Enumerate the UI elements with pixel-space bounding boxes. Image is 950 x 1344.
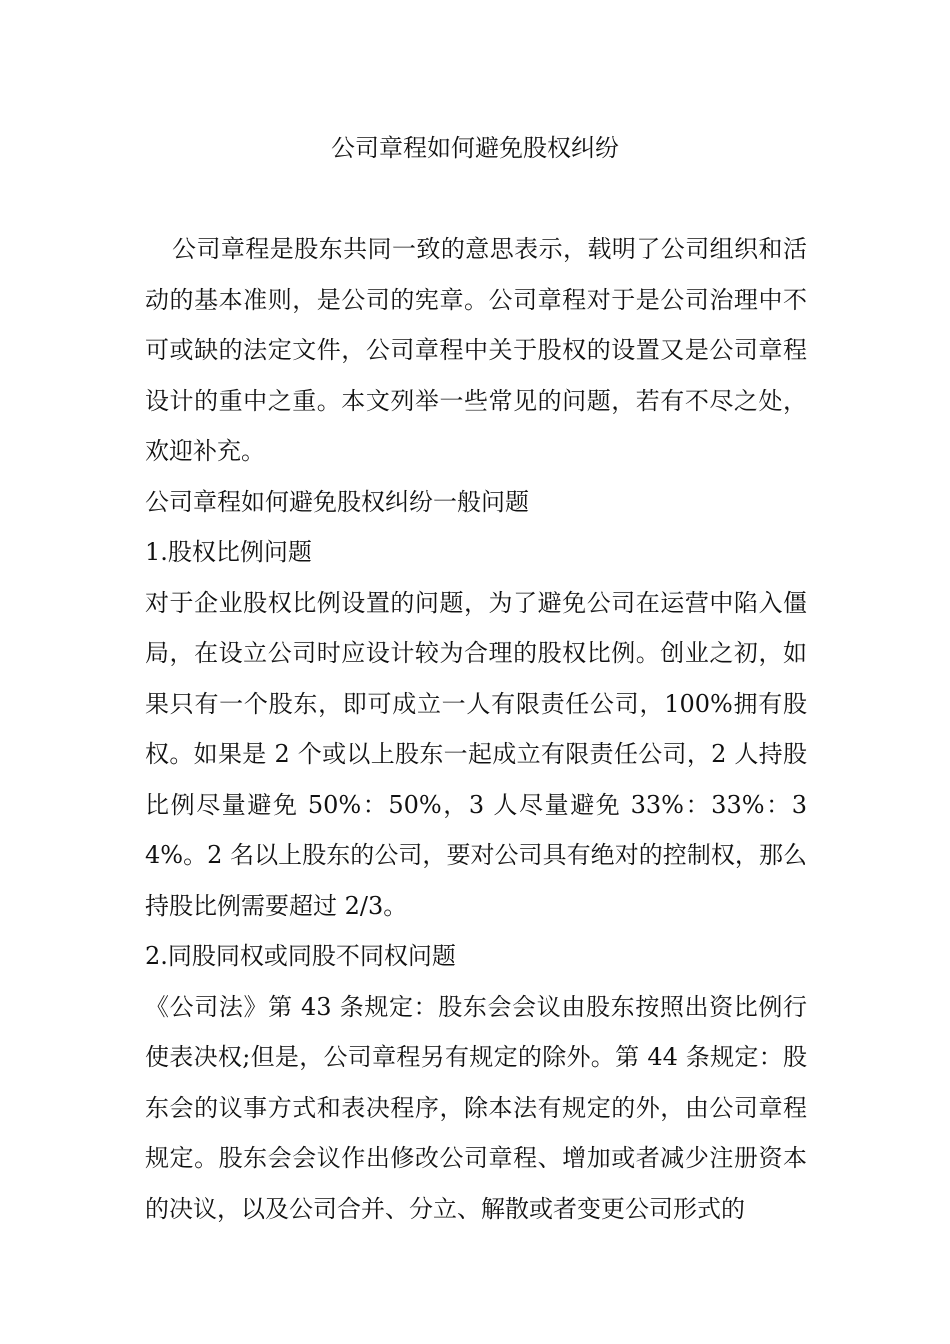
- document-body: [145, 224, 807, 1234]
- document-title: 公司章程如何避免股权纠纷: [331, 134, 619, 162]
- equity-ratio-paragraph: 对于企业股权比例设置的问题，为了避免公司在运营中陷入僵局，在设立公司时应设计较为合理的股权比例。创业之初，如果只有一个股东，即可成立一人有限责任公司，100%拥有股权。如果是 2 个或以上股东一起成立有限责任公司，2 人持股比例尽量避免 50%：50%，3 人尽量避免 33%：33%：34%。2 名以上股东的公司，要对公司具有绝对的控制权，那么持股比例需要超过 2/3。: [145, 588, 807, 920]
- intro-paragraph: 公司章程是股东共同一致的意思表示，载明了公司组织和活动的基本准则，是公司的宪章。公司章程对于是公司治理中不可或缺的法定文件，公司章程中关于股权的设置又是公司章程设计的重中之重。本文列举一些常见的问题，若有不尽之处，欢迎补充。: [145, 235, 807, 465]
- voting-rights-paragraph: 《公司法》第 43 条规定：股东会会议由股东按照出资比例行使表决权;但是，公司章程另有规定的除外。第 44 条规定：股东会的议事方式和表决程序，除本法有规定的外，由公司章程规定。股东会会议作出修改公司章程、增加或者减少注册资本的决议，以及公司合并、分立、解散或者变更公司形式的: [145, 992, 807, 1223]
- subheading-equity-ratio: 1.股权比例问题: [145, 538, 312, 566]
- subheading-voting-rights: 2.同股同权或同股不同权问题: [145, 942, 456, 970]
- section-heading: 公司章程如何避免股权纠纷一般问题: [145, 487, 529, 516]
